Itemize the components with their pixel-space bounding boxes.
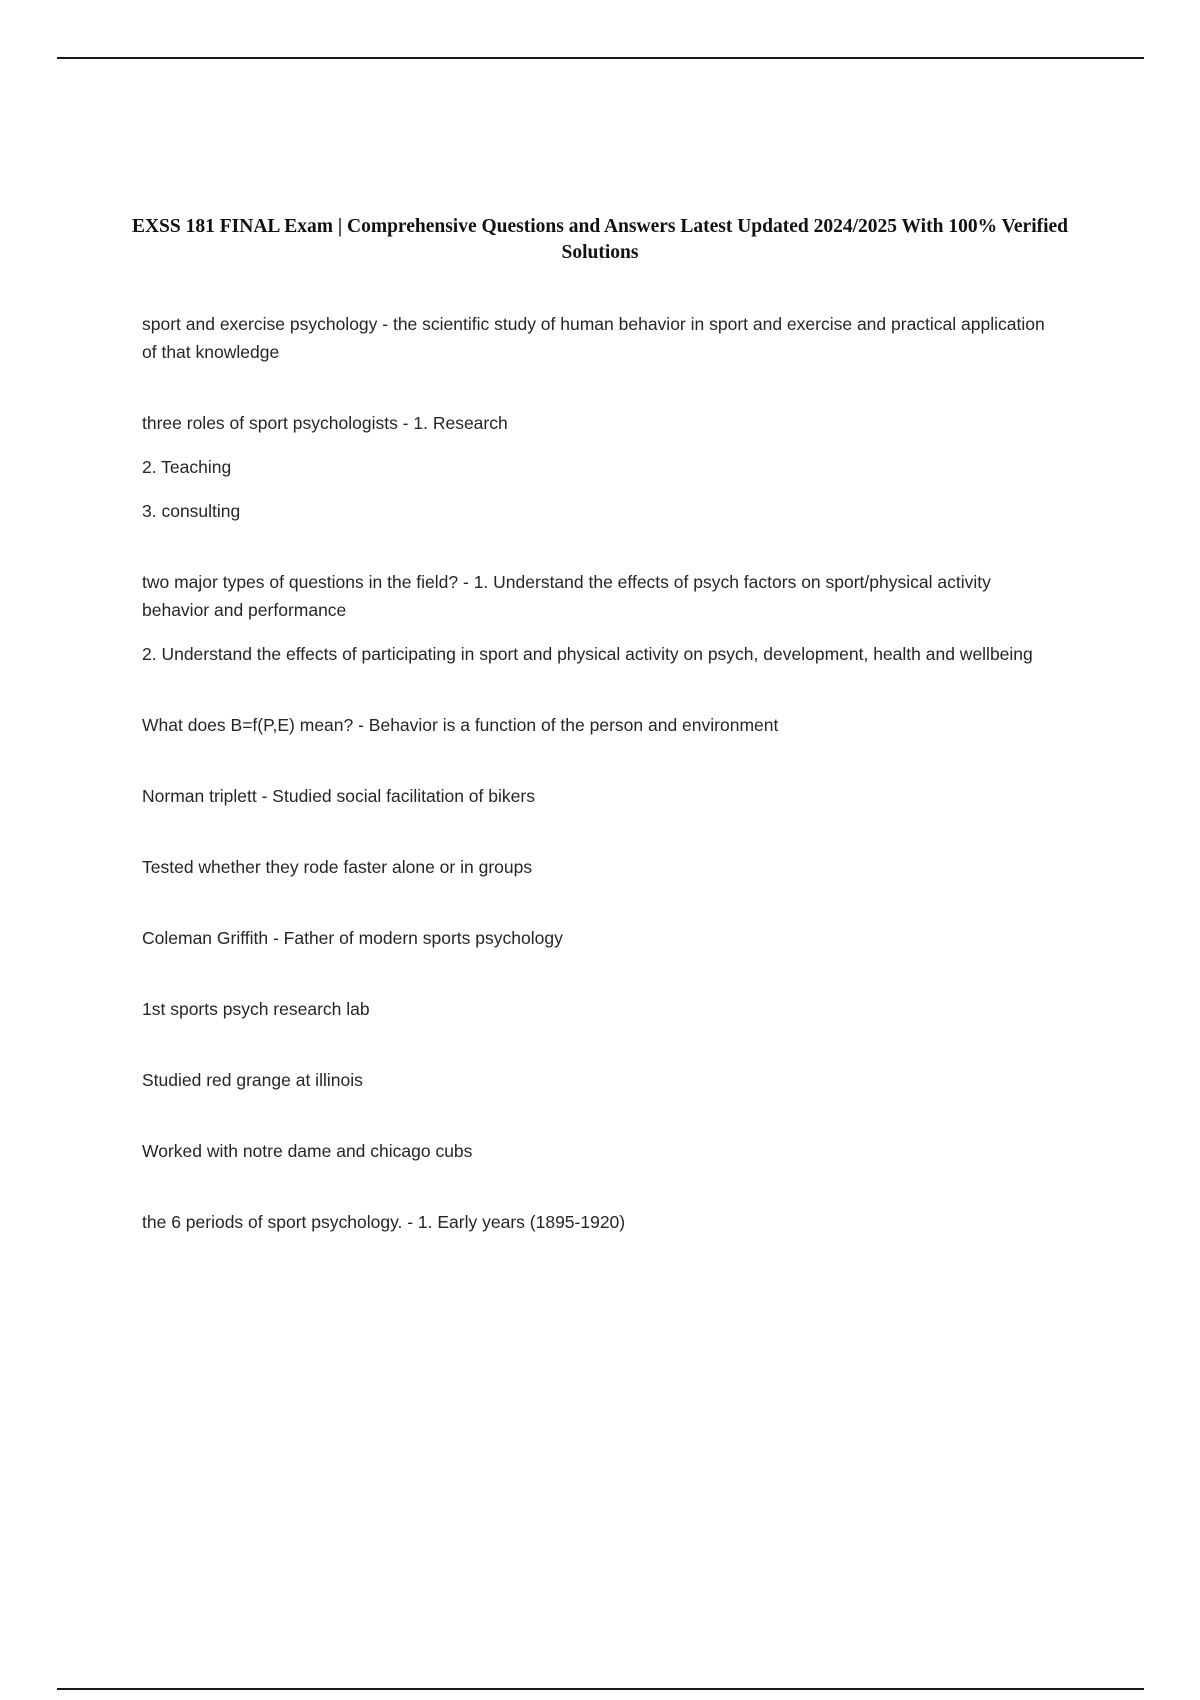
entry-line: Tested whether they rode faster alone or in groups bbox=[142, 857, 533, 877]
bottom-rule bbox=[57, 1688, 1144, 1690]
entry-red-grange bbox=[142, 1066, 1062, 1094]
entry-line: Coleman Griffith - Father of modern sports psychology bbox=[142, 928, 563, 948]
entry-line: 1st sports psych research lab bbox=[142, 999, 370, 1019]
entry-line: Norman triplett - Studied social facilitation of bikers bbox=[142, 786, 535, 806]
entry-sport-exercise-psychology bbox=[142, 310, 1062, 366]
entry-line: Worked with notre dame and chicago cubs bbox=[142, 1141, 473, 1161]
entry-norman-triplett bbox=[142, 782, 1062, 810]
entry-two-major-types bbox=[142, 568, 1062, 668]
entry-line: two major types of questions in the field? - 1. Understand the effects of psych factors on sport/physical activity behavior and performance bbox=[142, 572, 991, 620]
entry-six-periods bbox=[142, 1208, 1062, 1236]
entry-bfpe bbox=[142, 711, 1062, 739]
entry-line: 2. Understand the effects of participating in sport and physical activity on psych, development, health and wellbeing bbox=[142, 644, 1033, 664]
entry-coleman-griffith bbox=[142, 924, 1062, 952]
entry-three-roles bbox=[142, 409, 1062, 525]
document-title: EXSS 181 FINAL Exam | Comprehensive Questions and Answers Latest Updated 2024/2025 With 100% Verified Solutions bbox=[131, 216, 1069, 263]
entry-notre-dame bbox=[142, 1137, 1062, 1165]
entry-line: What does B=f(P,E) mean? - Behavior is a function of the person and environment bbox=[142, 715, 779, 735]
entry-line: sport and exercise psychology - the scientific study of human behavior in sport and exercise and practical application of that knowledge bbox=[142, 314, 1045, 362]
entry-tested-whether bbox=[142, 853, 1062, 881]
top-rule bbox=[57, 57, 1144, 59]
entry-line: the 6 periods of sport psychology. - 1. Early years (1895-1920) bbox=[142, 1212, 626, 1232]
entry-line: 2. Teaching bbox=[142, 457, 232, 477]
entry-first-lab bbox=[142, 995, 1062, 1023]
entry-line: Studied red grange at illinois bbox=[142, 1070, 363, 1090]
entry-line: three roles of sport psychologists - 1. Research bbox=[142, 413, 508, 433]
entry-line: 3. consulting bbox=[142, 501, 241, 521]
document-body bbox=[142, 310, 1062, 1252]
